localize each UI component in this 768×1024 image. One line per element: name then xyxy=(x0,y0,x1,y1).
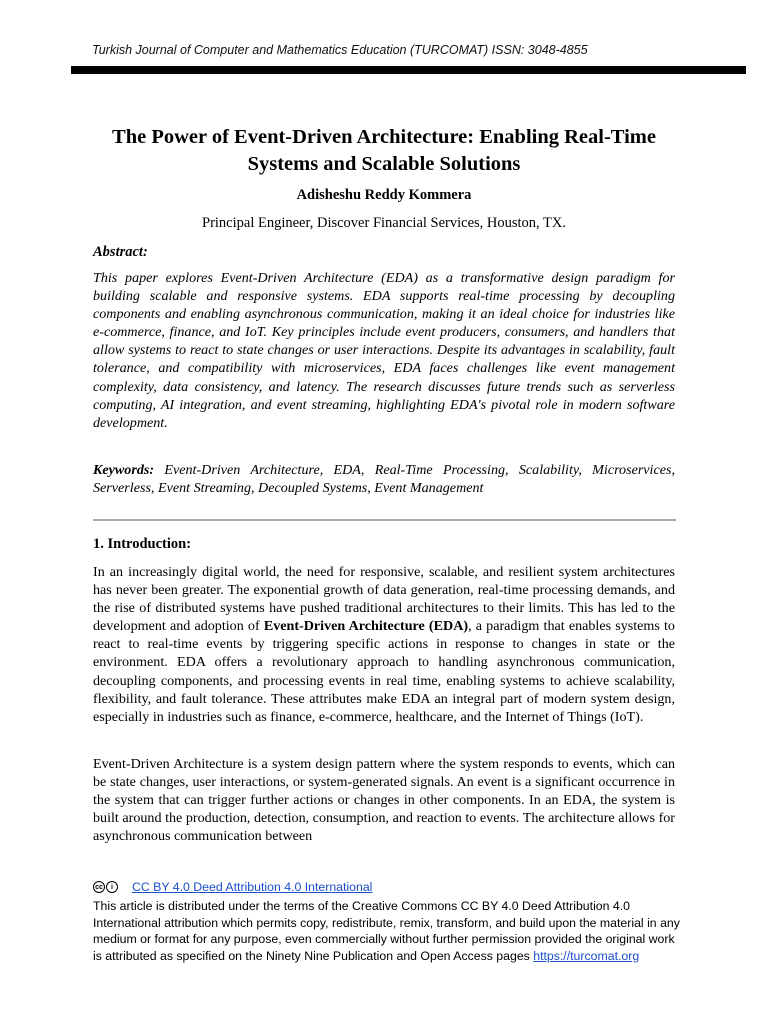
abstract-text: This paper explores Event-Driven Architecture (EDA) as a transformative design paradigm for building scalable and responsive systems. EDA supports real-time processing by decoupling components and enabling asynchronous communication, making it an ideal choice for industries like e-commerce, finance, and IoT. Key principles include event producers, consumers, and handlers that allow systems to react to state changes or user interactions. Despite its advantages in scalability, fault tolerance, and compatibility with microservices, EDA faces challenges like event management complexity, data consistency, and latency. The research discusses future trends such as serverless computing, AI integration, and event streaming, highlighting EDA's pivotal role in modern software development. xyxy=(93,270,675,431)
keywords-text: Event-Driven Architecture, EDA, Real-Time Processing, Scalability, Microservices, Serverless, Event Streaming, Decoupled Systems, Event Management xyxy=(93,462,675,497)
journal-header: Turkish Journal of Computer and Mathematics Education (TURCOMAT) ISSN: 3048-4855 xyxy=(92,43,588,57)
section-divider xyxy=(93,519,676,521)
attribution-icon: i xyxy=(106,881,118,893)
intro-p1-bold-term: Event-Driven Architecture (EDA) xyxy=(263,618,469,635)
cc-license-link[interactable]: CC BY 4.0 Deed Attribution 4.0 International xyxy=(132,880,373,894)
author-name: Adisheshu Reddy Kommera xyxy=(296,187,472,203)
introduction-paragraph-2: Event-Driven Architecture is a system design pattern where the system responds to events, which can be state changes, user interactions, or system-generated signals. An event is a significant occurrence in the system that can trigger further actions or changes in other components. In an EDA, the system is built around the production, detection, consumption, and reaction to events. The architecture allows for asynchronous communication between xyxy=(93,756,675,845)
turcomat-link[interactable]: https://turcomat.org xyxy=(533,948,640,963)
license-text xyxy=(93,898,683,964)
cc-by-icon xyxy=(93,881,118,893)
keywords-label: Keywords: xyxy=(93,462,155,478)
intro-p1-end: , a paradigm that enables systems to react to real-time events by triggering specific actions in response to changes in state or the environment. EDA offers a revolutionary approach to handling asynchronous communication, decoupling components, and processing events in real time, enabling systems to achieve scalability, flexibility, and fault tolerance. These attributes make EDA an integral part of modern system design, especially in industries such as finance, e-commerce, healthcare, and the Internet of Things (IoT). xyxy=(93,618,675,725)
license-body: This article is distributed under the terms of the Creative Commons CC BY 4.0 Deed Attribution 4.0 International attribution which permits copy, redistribute, remix, transform, and build upon the material in any medium or format for any purpose, even commercially without further permission provided the original work is attributed as specified on the Ninety Nine Publication and Open Access pages xyxy=(93,899,680,963)
header-rule xyxy=(71,66,746,74)
cc-icon: cc xyxy=(93,881,105,893)
introduction-heading: 1. Introduction: xyxy=(93,536,192,552)
license-row xyxy=(93,880,372,894)
intro-p1-start: In an increasingly digital world, the need for responsive, scalable, and resilient system architectures has never been greater. The exponential growth of data generation, real-time processing demands, and the rise of distributed systems have pushed traditional architectures to their limits. This has led to the development and adoption of xyxy=(93,564,675,635)
keywords xyxy=(93,461,675,497)
author-affiliation: Principal Engineer, Discover Financial Services, Houston, TX. xyxy=(202,215,566,231)
abstract-heading: Abstract: xyxy=(93,244,148,260)
introduction-paragraph-1 xyxy=(93,563,675,726)
paper-title: The Power of Event-Driven Architecture: Enabling Real-Time Systems and Scalable Solutions xyxy=(112,126,656,175)
